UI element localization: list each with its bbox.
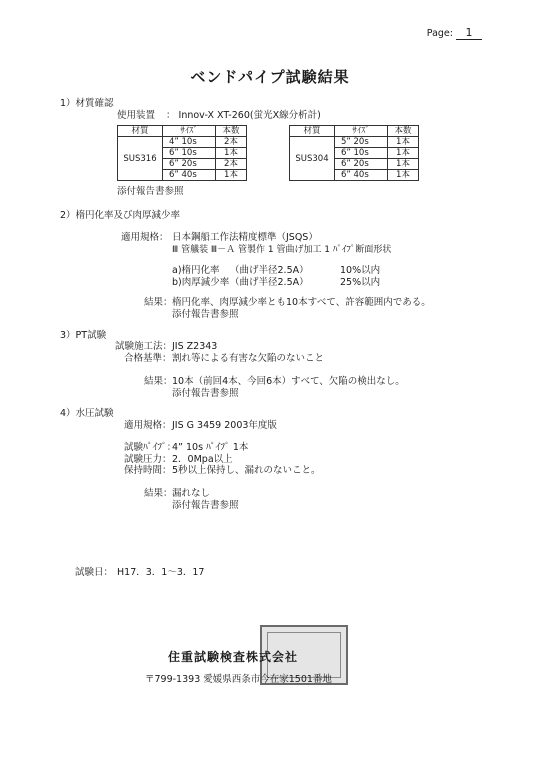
count-cell: 1本	[216, 148, 247, 159]
ellipticity-label: a)楕円化率	[172, 265, 220, 276]
standard-value: 日本鋼船工作法精度標準（JSQS）	[172, 232, 318, 243]
device-value: ： Innov-X XT-260(蛍光X線分析計)	[166, 110, 321, 121]
section-3-result-label: 結果：	[144, 376, 173, 387]
section-3-result-value: 10本（前回4本、今回6本）すべて、欠陥の検出なし。	[172, 376, 405, 387]
page-number-value: 1	[456, 26, 482, 40]
device-label: 使用装置	[117, 110, 156, 121]
section-2-result-label: 結果：	[144, 297, 173, 308]
size-cell: 6” 40s	[163, 170, 216, 181]
count-cell: 1本	[216, 170, 247, 181]
col-header-count: 本数	[388, 126, 419, 137]
count-cell: 1本	[388, 170, 419, 181]
test-pressure-value: 2．0Mpa以上	[172, 454, 233, 465]
section-2-result-value: 楕円化率、肉厚減少率とも10本すべて、許容範囲内である。	[172, 297, 431, 308]
standard-label: 適用規格：	[121, 232, 169, 243]
table-header-row	[290, 126, 419, 137]
material-cell: SUS316	[118, 137, 163, 181]
ellipticity-condition: （曲げ半径2.5A）	[230, 265, 309, 276]
section-4-result-label: 結果：	[144, 488, 173, 499]
thickness-condition: （曲げ半径2.5A）	[230, 277, 309, 288]
section-4-heading: 4）水圧試験	[60, 408, 114, 419]
section-2-note: 添付報告書参照	[172, 309, 239, 320]
right-material-table	[289, 125, 419, 181]
material-cell: SUS304	[290, 137, 335, 181]
standard-detail: Ⅲ 管艤装 Ⅲ－Ａ 管製作 1 管曲げ加工 1 ﾊﾟｲﾌﾟ断面形状	[172, 245, 392, 255]
col-header-size: ｻｲｽﾞ	[163, 126, 216, 137]
pt-method-value: JIS Z2343	[172, 341, 218, 352]
page-label: Page:	[426, 28, 453, 39]
section-3-heading: 3）PT試験	[60, 330, 107, 341]
section-1-heading: 1）材質確認	[60, 98, 114, 109]
table-row	[118, 137, 247, 148]
pt-criteria-value: 割れ等による有害な欠陥のないこと	[172, 353, 325, 364]
size-cell: 4” 10s	[163, 137, 216, 148]
hold-time-value: 5秒以上保持し、漏れのないこと。	[172, 465, 321, 476]
company-address: 〒799-1393 愛媛県西条市今在家1501番地	[145, 674, 332, 685]
size-cell: 6” 40s	[335, 170, 388, 181]
count-cell: 2本	[216, 137, 247, 148]
test-date-value: H17．3．1～3．17	[117, 567, 205, 578]
test-pipe-value: 4” 10s ﾊﾟｲﾌﾟ 1本	[172, 442, 249, 453]
hydro-standard-label: 適用規格：	[124, 420, 172, 431]
size-cell: 6” 20s	[335, 159, 388, 170]
count-cell: 1本	[388, 137, 419, 148]
section-3-note: 添付報告書参照	[172, 388, 239, 399]
count-cell: 1本	[388, 159, 419, 170]
thickness-label: b)肉厚減少率	[172, 277, 230, 288]
section-4-note: 添付報告書参照	[172, 500, 239, 511]
hold-time-label: 保持時間：	[124, 465, 172, 476]
thickness-limit: 25%以内	[340, 277, 381, 288]
hydro-standard-value: JIS G 3459 2003年度版	[172, 420, 277, 431]
count-cell: 2本	[216, 159, 247, 170]
col-header-material: 材質	[118, 126, 163, 137]
col-header-material: 材質	[290, 126, 335, 137]
left-material-table	[117, 125, 247, 181]
test-pressure-label: 試験圧力：	[124, 454, 172, 465]
col-header-size: ｻｲｽﾞ	[335, 126, 388, 137]
table-row	[290, 137, 419, 148]
section-1-note: 添付報告書参照	[117, 186, 184, 197]
page-title: ベンドパイプ試験結果	[190, 68, 350, 86]
table-header-row	[118, 126, 247, 137]
size-cell: 6” 10s	[335, 148, 388, 159]
size-cell: 6” 20s	[163, 159, 216, 170]
test-pipe-label: 試験ﾊﾟｲﾌﾟ：	[124, 442, 177, 453]
size-cell: 5” 20s	[335, 137, 388, 148]
section-4-result-value: 漏れなし	[172, 488, 211, 499]
page-number	[427, 26, 482, 40]
section-2-heading: 2）楕円化率及び肉厚減少率	[60, 210, 181, 221]
pt-method-label: 試験施工法：	[115, 341, 173, 352]
size-cell: 6” 10s	[163, 148, 216, 159]
pt-criteria-label: 合格基準：	[124, 353, 172, 364]
test-date-label: 試験日：	[75, 567, 114, 578]
ellipticity-limit: 10%以内	[340, 265, 381, 276]
company-name: 住重試験検査株式会社	[168, 650, 299, 664]
count-cell: 1本	[388, 148, 419, 159]
col-header-count: 本数	[216, 126, 247, 137]
